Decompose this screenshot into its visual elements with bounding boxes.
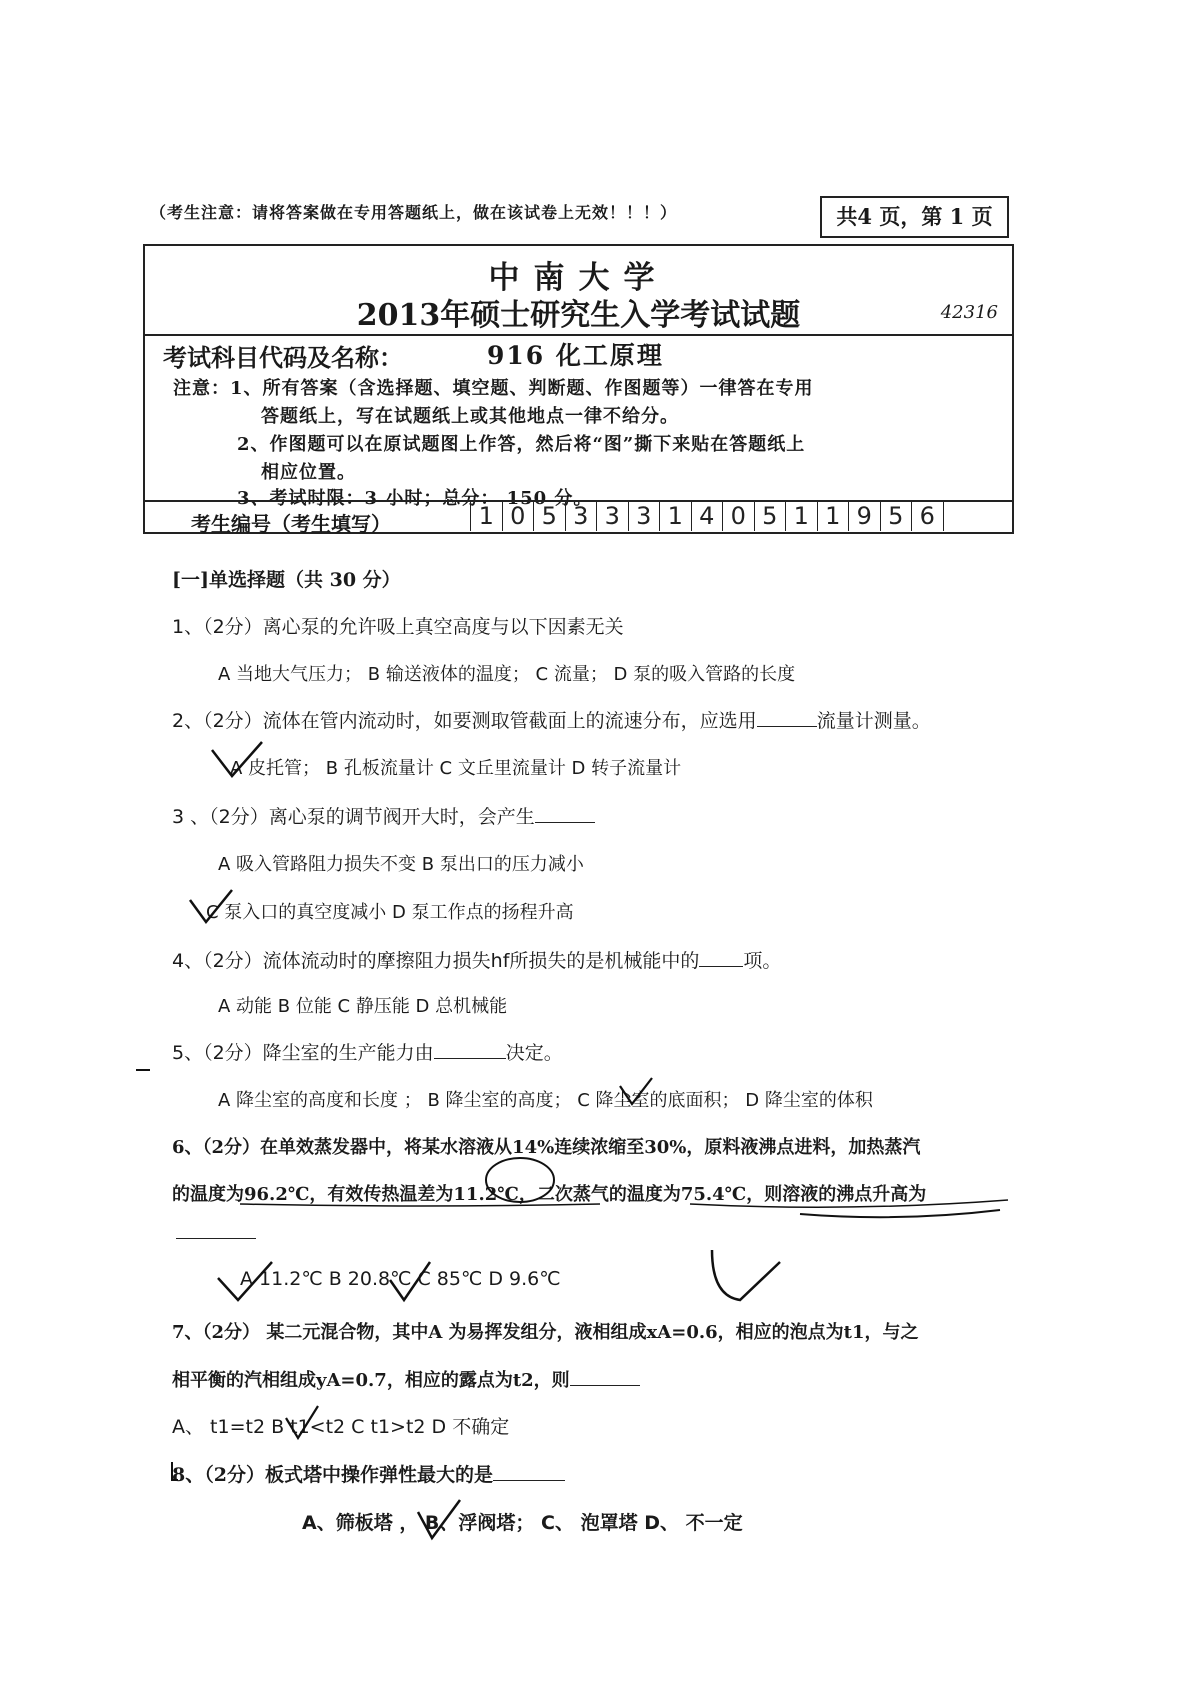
id-digit: 9 (848, 501, 880, 531)
paper-code: 42316 (940, 302, 998, 323)
note-2: 2、作图题可以在原试题图上作答，然后将“图”撕下来贴在答题纸上 (237, 434, 806, 455)
id-digit: 3 (596, 501, 628, 531)
id-digit: 5 (533, 501, 565, 531)
question-7-options: A、 t1=t2 B t1<t2 C t1>t2 D 不确定 (172, 1416, 510, 1438)
underline-mark (240, 1200, 1008, 1207)
question-3-stem: 3 、（2分）离心泵的调节阀开大时，会产生 (172, 806, 535, 828)
student-id-label: 考生编号（考生填写） (191, 512, 391, 536)
question-4-options: A 动能 B 位能 C 静压能 D 总机械能 (218, 996, 508, 1017)
check-mark-icon (620, 1078, 652, 1104)
check-mark-icon (218, 1262, 272, 1300)
question-4-tail: 项。 (743, 950, 782, 972)
university-name: 中南大学 (488, 260, 669, 296)
check-mark-icon (418, 1500, 460, 1538)
check-mark-icon (390, 1262, 430, 1300)
question-1-options: A 当地大气压力； B 输送液体的温度； C 流量； D 泵的吸入管路的长度 (218, 664, 796, 685)
id-digit: 6 (911, 501, 944, 531)
question-1: 1、（2分）离心泵的允许吸上真空高度与以下因素无关 (172, 616, 624, 638)
check-mark-icon (712, 1250, 780, 1300)
question-3-options-2: C 泵入口的真空度减小 D 泵工作点的扬程升高 (206, 902, 574, 923)
id-digit: 0 (502, 501, 534, 531)
question-7: 7、（2分） 某二元混合物，其中A 为易挥发组分，液相组成xA=0.6，相应的泡点为t1，与之 (172, 1322, 919, 1343)
note-1b: 答题纸上，写在试题纸上或其他地点一律不给分。 (261, 406, 679, 427)
id-digit: 1 (659, 501, 691, 531)
circle-mark-icon (486, 1158, 554, 1202)
question-5-tail: 决定。 (505, 1042, 563, 1064)
id-digit: 3 (628, 501, 660, 531)
question-6: 6、（2分）在单效蒸发器中，将某水溶液从14%连续浓缩至30%，原料液沸点进料，加热蒸汽 (172, 1137, 921, 1158)
id-digit: 3 (565, 501, 597, 531)
check-mark-icon (212, 742, 262, 776)
note-3: 3、考试时限：3 小时；总分： 150 分。 (237, 488, 593, 509)
exam-notice: （考生注意：请将答案做在专用答题纸上，做在该试卷上无效！！！） (150, 203, 678, 222)
question-8-options: A、筛板塔 ， B、浮阀塔； C、 泡罩塔 D、 不一定 (302, 1512, 743, 1534)
exam-title: 2013年硕士研究生入学考试试题 (356, 298, 801, 333)
id-digit: 1 (470, 501, 502, 531)
id-digit: 4 (691, 501, 723, 531)
question-2-options: A 皮托管； B 孔板流量计 C 文丘里流量计 D 转子流量计 (230, 758, 682, 779)
section-title: [一]单选择题（共 30 分） (172, 569, 401, 591)
check-mark-icon (190, 890, 232, 922)
note-2b: 相应位置。 (261, 462, 356, 483)
question-8-stem: 8、（2分）板式塔中操作弹性最大的是 (172, 1464, 493, 1486)
id-digit: 1 (817, 501, 849, 531)
id-digit: 5 (880, 501, 912, 531)
question-3-options-1: A 吸入管路阻力损失不变 B 泵出口的压力减小 (218, 854, 584, 875)
question-5-options: A 降尘室的高度和长度 ； B 降尘室的高度； C 降尘室的底面积； D 降尘室的体积 (218, 1090, 873, 1111)
question-2-stem: 2、（2分）流体在管内流动时，如要测取管截面上的流速分布，应选用 (172, 710, 757, 732)
question-4-stem: 4、（2分）流体流动时的摩擦阻力损失hf所损失的是机械能中的 (172, 950, 700, 972)
question-7-stem2: 相平衡的汽相组成yA=0.7，相应的露点为t2，则 (172, 1370, 570, 1391)
page-info: 共4 页，第 1 页 (820, 196, 1009, 238)
question-5-stem: 5、（2分）降尘室的生产能力由 (172, 1042, 434, 1064)
question-2-tail: 流量计测量。 (816, 710, 931, 732)
id-digit: 5 (754, 501, 786, 531)
note-1: 注意：1、所有答案（含选择题、填空题、判断题、作图题等）一律答在专用 (173, 378, 814, 399)
underline-mark (800, 1210, 1000, 1217)
question-6-line2: 的温度为96.2℃，有效传热温差为11.2℃，二次蒸气的温度为75.4℃，则溶液的沸点升高为 (172, 1184, 927, 1205)
id-digit: 0 (722, 501, 754, 531)
id-digit: 1 (785, 501, 817, 531)
question-6-options: A 11.2℃ B 20.8℃ C 85℃ D 9.6℃ (240, 1268, 561, 1290)
subject-label: 考试科目代码及名称： (163, 343, 403, 372)
check-mark-icon (286, 1406, 318, 1438)
bracket-mark (172, 1462, 178, 1480)
subject-name: 916 化工原理 (487, 341, 664, 370)
